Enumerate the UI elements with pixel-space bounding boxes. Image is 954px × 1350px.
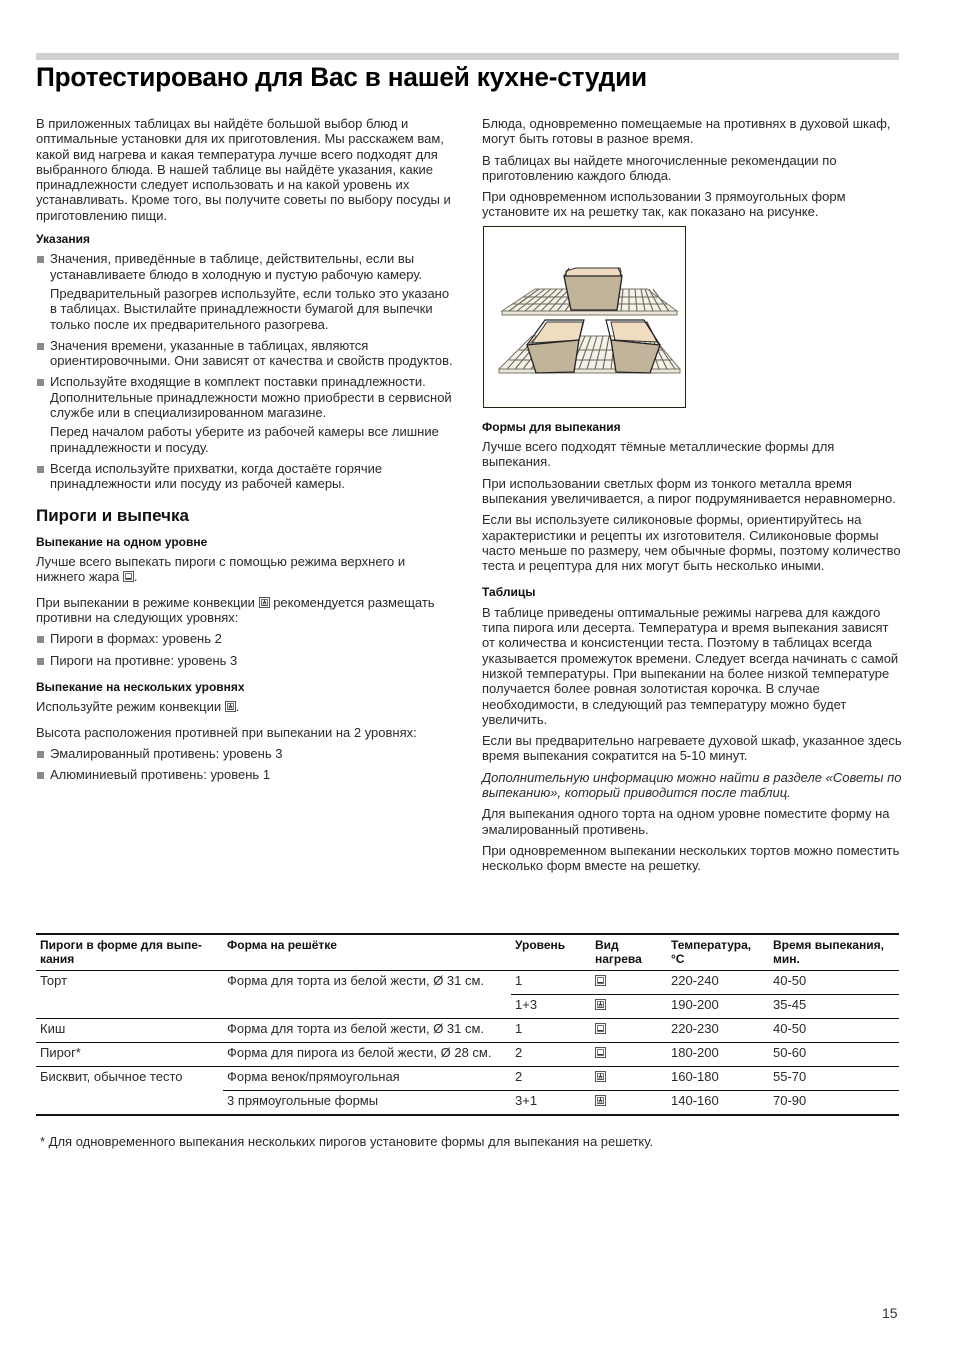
list-item: Используйте входящие в комплект поставки принадлежности. Дополнительные принадлежности можно приобрести в сервисной службе или в специализированном магазине. Перед началом работы уберите из рабочей камеры все лишние принадлежности и посуду.: [36, 374, 456, 454]
loaf-pans-figure: [483, 226, 686, 408]
convection-heat-icon: [595, 1071, 606, 1082]
cell-time: 55-70: [769, 1067, 899, 1091]
top-bottom-heat-icon: [595, 975, 606, 986]
top-bottom-heat-icon: [595, 1047, 606, 1058]
cell-form: Форма венок/прямоугольная: [223, 1067, 511, 1091]
single-level-p2: При выпекании в режиме конвекции рекомендуется размещать противни на следующих уровнях:: [36, 594, 435, 626]
right-p2: В таблицах вы найдете многочисленные рекомендации по приготовлению каждого блюда.: [482, 152, 837, 183]
list-item: Эмалированный противень: уровень 3: [36, 746, 456, 761]
tables-p2: Если вы предварительно нагреваете духовой шкаф, указанное здесь время выпекания сократится на 5-10 минут.: [482, 733, 902, 764]
tables-p5: При одновременном выпекании нескольких тортов можно поместить несколько форм вместе на решетку.: [482, 842, 900, 874]
cell-form: Форма для пирога из белой жести, Ø 28 см.: [223, 1043, 511, 1067]
cell-heat: [591, 971, 667, 995]
top-bottom-heat-icon: [123, 571, 134, 582]
cell-form: 3 прямоугольные формы: [223, 1091, 511, 1116]
cell-time: 40-50: [769, 1019, 899, 1043]
right-p1: Блюда, одновременно помещаемые на противнях в духовой шкаф, могут быть готовы в разное время.: [482, 116, 891, 147]
intro-paragraph: В приложенных таблицах вы найдёте большой выбор блюд и оптимальные установки для их приготовления. Мы расскажем вам, какой вид нагрева и какая температура лучше всего подходят для выбранного блюда. В нашей таблице вы найдёте указания, какие принадлежности следует использовать и на какой уровень их устанавливать. Кроме того, вы получите советы по выбору посуды и приготовлению пищи.: [36, 116, 451, 223]
cell-temp: 140-160: [667, 1091, 769, 1116]
cell-dish: Киш: [36, 1019, 223, 1043]
forms-p1: Лучше всего подходят тёмные металлические формы для выпекания.: [482, 439, 835, 470]
list-item: Алюминиевый противень: уровень 1: [36, 767, 456, 782]
cell-level: 2: [511, 1067, 591, 1091]
convection-heat-icon: [595, 1095, 606, 1106]
cell-level: 1+3: [511, 995, 591, 1019]
tables-p3-italic: Дополнительную информацию можно найти в разделе «Советы по выпеканию», который приводится после таблиц.: [482, 769, 902, 801]
cell-time: 35-45: [769, 995, 899, 1019]
col-header-heat: Вид нагрева: [591, 934, 667, 971]
table-row: [36, 995, 899, 1019]
three-loaf-pans-on-racks-illustration: [487, 230, 682, 404]
cell-temp: 180-200: [667, 1043, 769, 1067]
cell-heat: [591, 1091, 667, 1116]
single-level-heading: Выпекание на одном уровне: [36, 534, 208, 549]
cell-time: 50-60: [769, 1043, 899, 1067]
multi-level-list: [36, 746, 456, 783]
col-header-level: Уровень: [511, 934, 591, 971]
convection-heat-icon: [259, 597, 270, 608]
table-row: [36, 1067, 899, 1091]
page-number: 15: [882, 1305, 898, 1321]
table-row: [36, 1043, 899, 1067]
cell-temp: 220-240: [667, 971, 769, 995]
right-p3: При одновременном использовании 3 прямоугольных форм установите их на решетку так, как показано на рисунке.: [482, 189, 846, 220]
table-row: [36, 1019, 899, 1043]
section-heading-cakes: Пироги и выпечка: [36, 505, 189, 525]
tables-heading: Таблицы: [482, 585, 536, 600]
notes-heading: Указания: [36, 232, 90, 247]
cell-time: 40-50: [769, 971, 899, 995]
list-item: Пироги в формах: уровень 2: [36, 631, 456, 646]
list-item: Значения, приведённые в таблице, действительны, если вы устанавливаете блюдо в холодную и пустую рабочую камеру. Предварительный разогрев используйте, если только это указано в таблицах. Выстилайте принадлежности бумагой для выпечки только после их предварительного разогрева.: [36, 251, 456, 331]
cell-level: 2: [511, 1043, 591, 1067]
col-header-dish: Пироги в форме для выпе-кания: [36, 934, 223, 971]
multi-level-p2: Высота расположения противней при выпекании на 2 уровнях:: [36, 724, 417, 740]
forms-heading: Формы для выпекания: [482, 419, 621, 434]
cell-level: 3+1: [511, 1091, 591, 1116]
table-footnote: * Для одновременного выпекания нескольких пирогов установите формы для выпекания на решетку.: [40, 1134, 654, 1149]
single-level-list: [36, 631, 456, 668]
single-level-p1: Лучше всего выпекать пироги с помощью режима верхнего и нижнего жара .: [36, 554, 406, 585]
cell-form: Форма для торта из белой жести, Ø 31 см.: [223, 1019, 511, 1043]
page-title: Протестировано для Вас в нашей кухне-студии: [36, 62, 647, 92]
table-row: [36, 971, 899, 995]
cell-dish: [36, 1091, 223, 1116]
list-item: Всегда используйте прихватки, когда достаёте горячие принадлежности или посуду из рабочей камеры.: [36, 461, 456, 492]
top-bottom-heat-icon: [595, 1023, 606, 1034]
cell-temp: 160-180: [667, 1067, 769, 1091]
cell-form: [223, 995, 511, 1019]
cell-temp: 190-200: [667, 995, 769, 1019]
notes-list: [36, 251, 456, 491]
left-column: [36, 116, 456, 788]
header-rule: [36, 53, 899, 60]
col-header-temp: Температура, °C: [667, 934, 769, 971]
cell-form: Форма для торта из белой жести, Ø 31 см.: [227, 973, 485, 988]
multi-level-p1: Используйте режим конвекции .: [36, 699, 240, 715]
cell-heat: [591, 1067, 667, 1091]
cell-heat: [591, 1019, 667, 1043]
col-header-form: Форма на решётке: [223, 934, 511, 971]
convection-heat-icon: [595, 999, 606, 1010]
cell-heat: [591, 995, 667, 1019]
cell-time: 70-90: [769, 1091, 899, 1116]
col-header-time: Время выпекания, мин.: [769, 934, 899, 971]
baking-table: [36, 933, 899, 1116]
cell-dish: Торт: [40, 973, 68, 988]
cell-temp: 220-230: [667, 1019, 769, 1043]
right-column: [482, 116, 902, 880]
convection-heat-icon: [225, 701, 236, 712]
cell-heat: [591, 1043, 667, 1067]
cell-dish: [36, 995, 223, 1019]
cell-level: 1: [511, 971, 591, 995]
multi-level-heading: Выпекание на нескольких уровнях: [36, 679, 245, 694]
list-item: Пироги на противне: уровень 3: [36, 653, 456, 668]
tables-p4: Для выпекания одного торта на одном уровне поместите форму на эмалированный противень.: [482, 806, 890, 837]
table-header-row: [36, 934, 899, 971]
list-item: Значения времени, указанные в таблицах, являются ориентировочными. Они зависят от качества и свойств продуктов.: [36, 338, 456, 369]
table-row: [36, 1091, 899, 1116]
forms-p2: При использовании светлых форм из тонкого металла время выпекания увеличивается, а пирог подрумянивается неравномерно.: [482, 475, 896, 506]
cell-dish: Пирог*: [36, 1043, 223, 1067]
forms-p3: Если вы используете силиконовые формы, ориентируйтесь на характеристики и рецепты их изготовителя. Силиконовые формы часто меньше по размеру, чем обычные формы, поэтому количество теста и рецептура для них могут быть несколько иными.: [482, 512, 901, 574]
cell-dish: Бисквит, обычное тесто: [40, 1069, 183, 1084]
tables-p1: В таблице приведены оптимальные режимы нагрева для каждого типа пирога или десерта. Температура и время выпекания зависят от количества и консистенции теста. Поэтому в таблицах всегда указывается промежуток времени. Следует всегда начинать с самой низкой температуры. При выпекании на более низкой температуре получается более ровная золотистая корочка. В случае необходимости, в следующий раз температуру можно будет увеличить.: [482, 604, 899, 727]
cell-level: 1: [511, 1019, 591, 1043]
